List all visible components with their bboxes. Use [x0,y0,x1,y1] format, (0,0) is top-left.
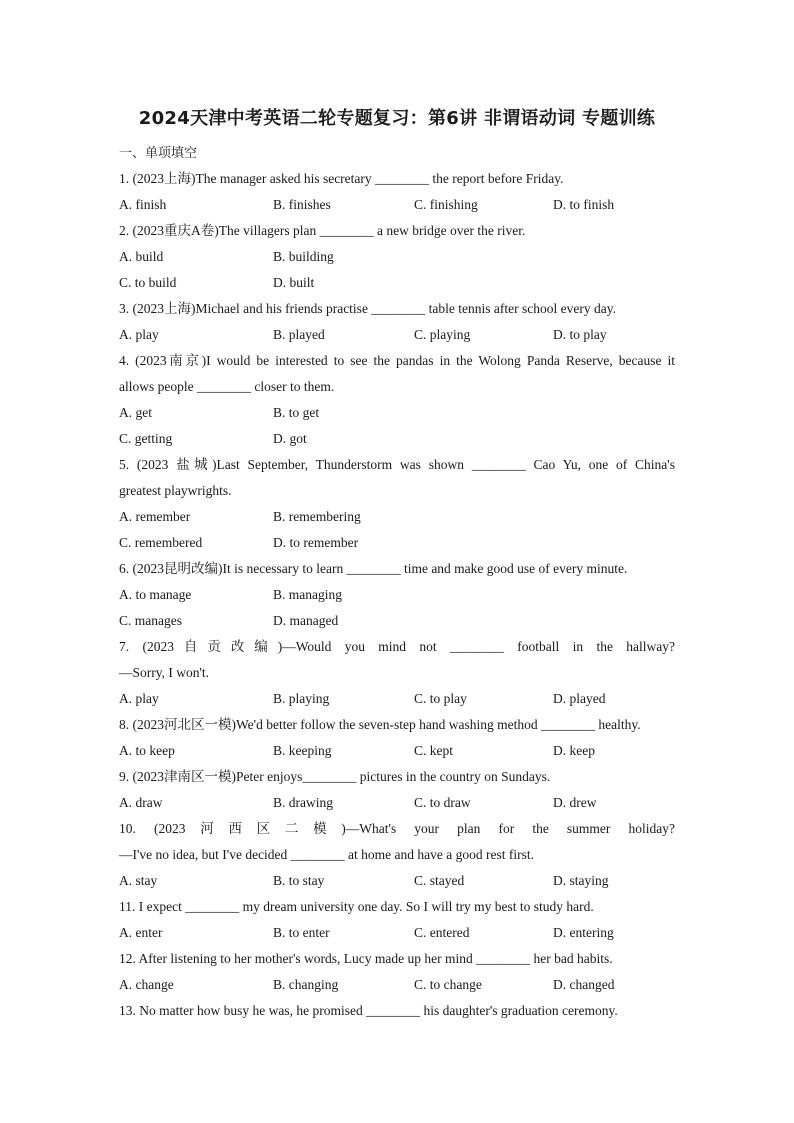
question-7-option-a: A. play [119,691,159,706]
question-9-option-a: A. draw [119,795,163,810]
question-6-option-d: D. managed [273,613,339,628]
question-5-option-b: B. remembering [273,509,361,524]
question-2-option-c: C. to build [119,275,177,290]
question-1-option-b: B. finishes [273,197,331,212]
question-10-option-d: D. staying [553,873,609,888]
question-2-option-d: D. built [273,275,315,290]
question-12-option-a: A. change [119,977,174,992]
section-heading: 一、单项填空 [119,146,198,161]
question-4-text: 4. (2023南京)I would be interested to see the pandas in the Wolong Panda Reserve, because it [119,353,675,368]
question-6-option-c: C. manages [119,613,182,628]
question-12-option-d: D. changed [553,977,615,992]
page-title: 2024天津中考英语二轮专题复习：第6讲 非谓语动词 专题训练 [138,108,656,129]
question-11-option-c: C. entered [414,925,470,940]
question-1-option-c: C. finishing [414,197,478,212]
question-3-text: 3. (2023上海)Michael and his friends practise ________ table tennis after school every day. [119,301,616,316]
question-1-option-a: A. finish [119,197,167,212]
question-4-option-d: D. got [273,431,307,446]
question-7-text: —Sorry, I won't. [119,665,210,680]
question-5-option-a: A. remember [119,509,191,524]
question-9-option-d: D. drew [553,795,597,810]
question-1-option-d: D. to finish [553,197,615,212]
question-2-text: 2. (2023重庆A卷)The villagers plan ________ a new bridge over the river. [119,223,526,238]
question-4-option-a: A. get [119,405,152,420]
question-10-text: —I've no idea, but I've decided ________ at home and have a good rest first. [119,847,534,862]
question-5-option-d: D. to remember [273,535,359,550]
question-8-text: 8. (2023河北区一模)We'd better follow the seven-step hand washing method ________ healthy. [119,717,641,732]
question-8-option-d: D. keep [553,743,595,758]
question-4-option-b: B. to get [273,405,320,420]
question-5-text: 5. (2023 盐城)Last September, Thunderstorm was shown ________ Cao Yu, one of China's [119,457,675,472]
question-12-option-c: C. to change [414,977,482,992]
question-11-option-d: D. entering [553,925,614,940]
question-6-text: 6. (2023昆明改编)It is necessary to learn ________ time and make good use of every minute. [119,561,628,576]
question-6-option-b: B. managing [273,587,342,602]
question-5-option-c: C. remembered [119,535,203,550]
question-9-option-b: B. drawing [273,795,333,810]
question-8-option-a: A. to keep [119,743,175,758]
question-11-text: 11. I expect ________ my dream university one day. So I will try my best to study hard. [119,899,594,914]
question-4-text: allows people ________ closer to them. [119,379,335,394]
question-3-option-d: D. to play [553,327,607,342]
question-10-text: 10. (2023河西区二模)—What's your plan for the summer holiday? [119,821,675,836]
question-8-option-b: B. keeping [273,743,332,758]
question-8-option-c: C. kept [414,743,453,758]
question-3-option-b: B. played [273,327,325,342]
question-7-text: 7. (2023自贡改编)—Would you mind not ________ football in the hallway? [119,639,675,654]
question-9-option-c: C. to draw [414,795,471,810]
question-7-option-b: B. playing [273,691,330,706]
question-10-option-b: B. to stay [273,873,325,888]
question-7-option-c: C. to play [414,691,467,706]
question-10-option-a: A. stay [119,873,158,888]
question-3-option-c: C. playing [414,327,471,342]
question-11-option-a: A. enter [119,925,163,940]
question-7-option-d: D. played [553,691,606,706]
question-2-option-a: A. build [119,249,164,264]
question-4-option-c: C. getting [119,431,173,446]
question-2-option-b: B. building [273,249,334,264]
question-12-text: 12. After listening to her mother's words, Lucy made up her mind ________ her bad habits. [119,951,613,966]
question-10-option-c: C. stayed [414,873,465,888]
question-5-text: greatest playwrights. [119,483,232,498]
question-12-option-b: B. changing [273,977,339,992]
question-11-option-b: B. to enter [273,925,330,940]
question-6-option-a: A. to manage [119,587,192,602]
question-1-text: 1. (2023上海)The manager asked his secretary ________ the report before Friday. [119,171,564,186]
question-9-text: 9. (2023津南区一模)Peter enjoys________ pictures in the country on Sundays. [119,769,551,784]
question-3-option-a: A. play [119,327,159,342]
question-13-text: 13. No matter how busy he was, he promised ________ his daughter's graduation ceremony. [119,1003,618,1018]
